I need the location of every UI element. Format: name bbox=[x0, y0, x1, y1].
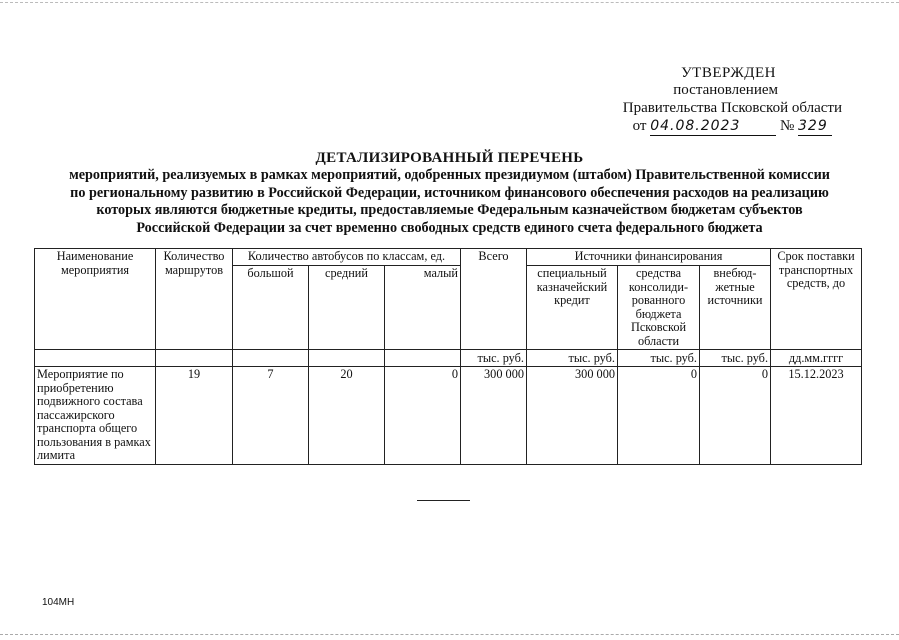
row-name: Мероприятие по приобретению подвижного состава пассажирского транспорта общего пользования в рамках лимита bbox=[35, 367, 156, 465]
row-big: 7 bbox=[233, 367, 309, 465]
row-medium: 20 bbox=[309, 367, 385, 465]
table-row bbox=[35, 367, 862, 465]
heading-line-1: мероприятий, реализуемых в рамках мероприятий, одобренных президиумом (штабом) Правительственной комиссии bbox=[69, 167, 830, 184]
heading-line-3: которых являются бюджетные кредиты, предоставляемые Федеральным казначейством бюджетам субъектов bbox=[96, 202, 803, 219]
document-title: ДЕТАЛИЗИРОВАННЫЙ ПЕРЕЧЕНЬ bbox=[315, 150, 584, 166]
unit-special: тыс. руб. bbox=[527, 350, 618, 367]
header-row-1 bbox=[35, 249, 862, 266]
header-offbudget: внебюд-жетные источники bbox=[700, 266, 771, 350]
scan-bottom-edge bbox=[0, 634, 899, 635]
scan-top-edge bbox=[0, 2, 899, 3]
unit-total: тыс. руб. bbox=[461, 350, 527, 367]
units-routes-empty bbox=[156, 350, 233, 367]
unit-offbudget: тыс. руб. bbox=[700, 350, 771, 367]
approval-number: 329 bbox=[798, 118, 828, 134]
units-medium-empty bbox=[309, 350, 385, 367]
number-prefix: № bbox=[779, 118, 795, 134]
row-special: 300 000 bbox=[527, 367, 618, 465]
header-name: Наименование мероприятия bbox=[35, 249, 156, 350]
units-name-empty bbox=[35, 350, 156, 367]
document-code: 104МН bbox=[42, 597, 75, 608]
date-field bbox=[650, 117, 776, 136]
header-small: малый bbox=[385, 266, 461, 350]
row-consolidated: 0 bbox=[618, 367, 700, 465]
date-prefix: от bbox=[632, 118, 647, 134]
approval-line-2: Правительства Псковской области bbox=[622, 100, 842, 116]
header-special: специальный казначейский кредит bbox=[527, 266, 618, 350]
unit-deadline: дд.мм.гггг bbox=[771, 350, 862, 367]
header-consolidated: средства консолиди-рованного бюджета Псковской области bbox=[618, 266, 700, 350]
header-big: большой bbox=[233, 266, 309, 350]
header-medium: средний bbox=[309, 266, 385, 350]
approval-date: 04.08.2023 bbox=[650, 118, 741, 134]
header-total: Всего bbox=[461, 249, 527, 350]
row-small: 0 bbox=[385, 367, 461, 465]
row-total: 300 000 bbox=[461, 367, 527, 465]
unit-consolidated: тыс. руб. bbox=[618, 350, 700, 367]
header-deadline: Срок поставки транспортных средств, до bbox=[771, 249, 862, 350]
units-row bbox=[35, 350, 862, 367]
number-field bbox=[798, 117, 832, 136]
units-small-empty bbox=[385, 350, 461, 367]
units-big-empty bbox=[233, 350, 309, 367]
row-deadline: 15.12.2023 bbox=[771, 367, 862, 465]
row-routes: 19 bbox=[156, 367, 233, 465]
approval-date-number bbox=[633, 117, 832, 136]
header-sources-group: Источники финансирования bbox=[527, 249, 771, 266]
header-routes: Количество маршрутов bbox=[156, 249, 233, 350]
end-separator bbox=[417, 500, 470, 501]
header-buses-group: Количество автобусов по классам, ед. bbox=[233, 249, 461, 266]
measures-table bbox=[34, 248, 862, 465]
approval-title: УТВЕРЖДЕН bbox=[681, 65, 776, 81]
approval-line-1: постановлением bbox=[673, 82, 778, 98]
heading-line-4: Российской Федерации за счет временно свободных средств единого счета федерального бюджета bbox=[136, 219, 763, 236]
document-heading bbox=[0, 150, 899, 237]
row-offbudget: 0 bbox=[700, 367, 771, 465]
heading-line-2: по региональному развитию в Российской Федерации, источником финансового обеспечения расходов на реализацию bbox=[70, 184, 829, 201]
